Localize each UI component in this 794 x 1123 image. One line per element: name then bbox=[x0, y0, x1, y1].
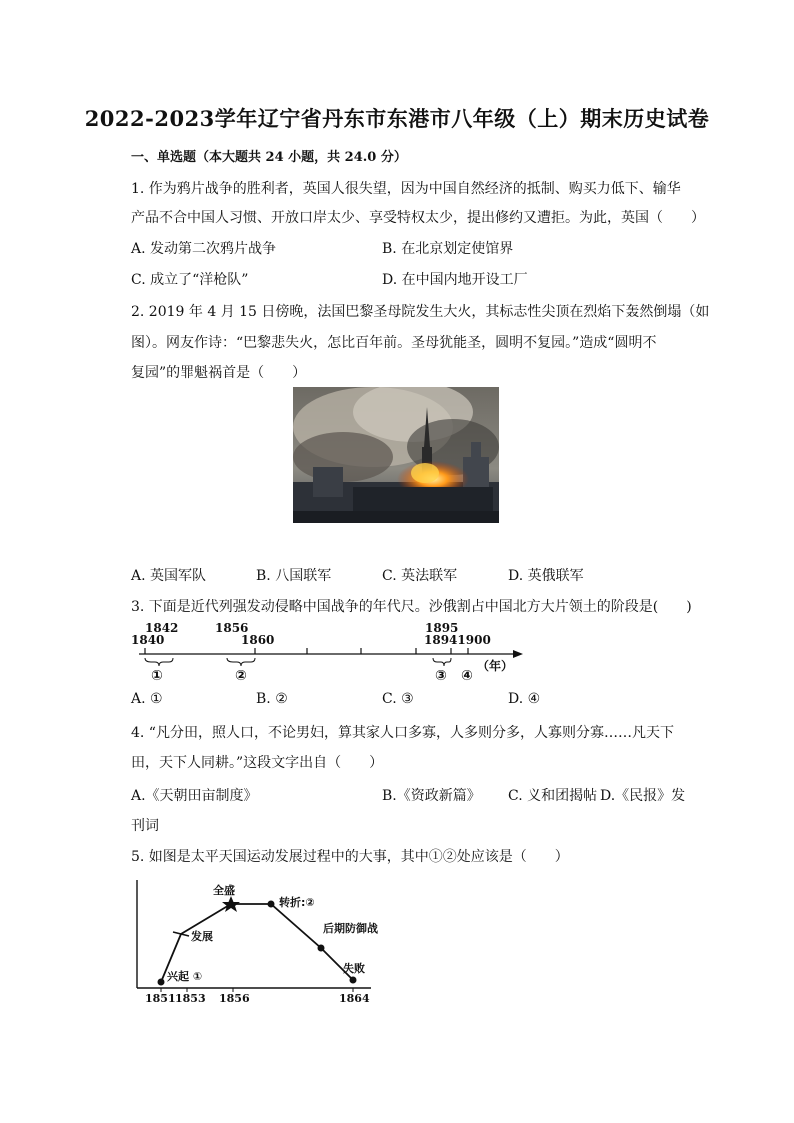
question-3-option-d: D. ④ bbox=[508, 691, 541, 707]
timeline-marker: ② bbox=[235, 668, 247, 684]
question-1-option-b: B. 在北京划定使馆界 bbox=[382, 241, 514, 257]
point-fail bbox=[350, 977, 357, 984]
timeline-bottom-year: 18941900 bbox=[424, 633, 491, 647]
question-4-option-b: B.《资政新篇》 bbox=[382, 788, 481, 804]
timeline-figure bbox=[131, 620, 531, 684]
brace-3 bbox=[433, 658, 451, 666]
question-3-line-1: 3. 下面是近代列强发动侵略中国战争的年代尺。沙俄割占中国北方大片领土的阶段是( ) bbox=[131, 599, 692, 615]
timeline-unit: （年） bbox=[477, 659, 514, 673]
question-2-option-c: C. 英法联军 bbox=[382, 568, 458, 584]
timeline-marker: ④ bbox=[461, 668, 473, 684]
question-3-option-c: C. ③ bbox=[382, 691, 414, 707]
x-label: 1864 bbox=[339, 992, 370, 1005]
question-5-line-1: 5. 如图是太平天国运动发展过程中的大事，其中①②处应该是（ ） bbox=[131, 849, 569, 865]
page-title: 2022-2023学年辽宁省丹东市东港市八年级（上）期末历史试卷 bbox=[84, 106, 710, 131]
notre-dame-fire-photo bbox=[293, 387, 499, 523]
question-4-option-c: C. 义和团揭帖 bbox=[508, 788, 598, 804]
brace-1 bbox=[145, 658, 173, 666]
label-peak: 全盛 bbox=[213, 884, 235, 897]
timeline-marker: ① bbox=[151, 668, 163, 684]
question-2-line-3: 复园”的罪魁祸首是（ ） bbox=[131, 365, 307, 381]
question-1-line-2: 产品不合中国人习惯、开放口岸太少、享受特权太少，提出修约又遭拒。为此，英国（ ） bbox=[131, 210, 705, 226]
point-defense bbox=[318, 945, 325, 952]
question-4-line-1: 4. “凡分田，照人口，不论男妇，算其家人口多寡，人多则分多，人寡则分寡……凡天下 bbox=[131, 725, 674, 741]
question-4-option-d: D.《民报》发 bbox=[600, 788, 686, 804]
x-label: 1856 bbox=[219, 992, 250, 1005]
section-heading: 一、单选题（本大题共 24 小题，共 24.0 分） bbox=[131, 150, 407, 165]
x-label: 1851 bbox=[145, 992, 176, 1005]
timeline-top-year: 1895 bbox=[425, 621, 459, 635]
point-turning bbox=[268, 901, 275, 908]
question-2-option-b: B. 八国联军 bbox=[256, 568, 332, 584]
x-label: 1853 bbox=[175, 992, 206, 1005]
label-fail: 失败 bbox=[343, 962, 365, 975]
question-2-line-1: 2. 2019 年 4 月 15 日傍晚，法国巴黎圣母院发生大火，其标志性尖顶在烈焰下轰然倒塌（如 bbox=[131, 304, 710, 320]
label-develop: 发展 bbox=[191, 930, 213, 943]
question-1-option-d: D. 在中国内地开设工厂 bbox=[382, 272, 528, 288]
question-2-line-2: 图）。网友作诗：“巴黎悲失火，怎比百年前。圣母犹能圣，圆明不复园。”造成“圆明不 bbox=[131, 335, 657, 351]
question-1-option-c: C. 成立了“洋枪队” bbox=[131, 272, 249, 288]
brace-2 bbox=[227, 658, 255, 666]
label-turning: 转折:② bbox=[279, 896, 315, 909]
label-defense: 后期防御战 bbox=[323, 922, 378, 935]
question-1-option-a: A. 发动第二次鸦片战争 bbox=[131, 241, 277, 257]
question-2-option-a: A. 英国军队 bbox=[131, 568, 207, 584]
question-2-option-d: D. 英俄联军 bbox=[508, 568, 584, 584]
timeline-bottom-year: 1840 bbox=[131, 633, 165, 647]
question-1-line-1: 1. 作为鸦片战争的胜利者，英国人很失望，因为中国自然经济的抵制、购买力低下、输华 bbox=[131, 181, 681, 197]
question-4-line-2: 田，天下人同耕。”这段文字出自（ ） bbox=[131, 755, 384, 771]
timeline-top-year: 1842 bbox=[145, 621, 179, 635]
timeline-arrow-icon bbox=[513, 650, 523, 658]
question-3-option-b: B. ② bbox=[256, 691, 288, 707]
star-icon bbox=[222, 896, 240, 912]
timeline-marker: ③ bbox=[435, 668, 447, 684]
label-rise: 兴起 ① bbox=[167, 970, 203, 983]
question-4-option-a: A.《天朝田亩制度》 bbox=[131, 788, 258, 804]
timeline-bottom-year: 1860 bbox=[241, 633, 275, 647]
question-3-option-a: A. ① bbox=[131, 691, 163, 707]
taiping-diagram bbox=[131, 876, 401, 1006]
point-rise bbox=[158, 979, 165, 986]
question-4-option-d-wrap: 刊词 bbox=[131, 818, 159, 834]
timeline-top-year: 1856 bbox=[215, 621, 249, 635]
